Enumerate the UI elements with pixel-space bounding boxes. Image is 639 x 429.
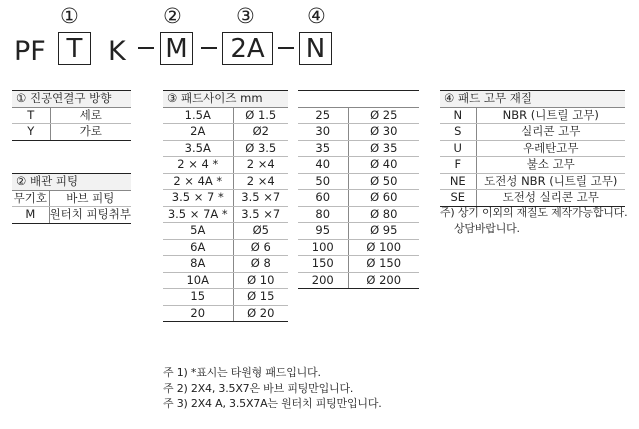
table-cell: 6A <box>163 239 233 256</box>
table-cell: 5A <box>163 223 233 240</box>
table-row <box>163 289 419 306</box>
table-cell: 200 <box>298 272 348 289</box>
table-cell: 20 <box>163 305 233 322</box>
pad-material-table <box>440 90 625 207</box>
table-cell: Ø2 <box>233 124 288 141</box>
item-number-1: ① <box>60 4 79 28</box>
table-cell: 원터치 피팅취부 <box>49 207 131 221</box>
table-cell: 15 <box>163 289 233 306</box>
code-dash <box>138 47 154 49</box>
table-cell: 바브 피팅 <box>49 190 131 207</box>
table-cell: 1.5A <box>163 107 233 124</box>
table-cell: Ø 80 <box>348 206 419 223</box>
code-prefix: PF <box>14 36 46 67</box>
table-cell: 우레탄고무 <box>476 140 625 157</box>
table-cell: Ø 95 <box>348 223 419 240</box>
table-cell: 95 <box>298 223 348 240</box>
table-cell: Ø 200 <box>348 272 419 289</box>
table-cell: 세로 <box>50 107 131 124</box>
footnote-2: 주 2) 2X4, 3.5X7은 바브 피팅만입니다. <box>163 381 354 395</box>
table-cell: Ø 50 <box>348 173 419 190</box>
table-cell: 8A <box>163 256 233 273</box>
table-cell: 3.5 × 7 * <box>163 190 233 207</box>
table-cell: 2 × 4A * <box>163 173 233 190</box>
table-cell: T <box>12 107 50 124</box>
table-row <box>163 107 419 124</box>
table-cell: Ø 8 <box>233 256 288 273</box>
table-cell: Ø 100 <box>348 239 419 256</box>
table-row <box>163 140 419 157</box>
table-cell: 50 <box>298 173 348 190</box>
table-cell: 3.5 ×7 <box>233 190 288 207</box>
table-cell: Ø 10 <box>233 272 288 289</box>
table-cell: Ø 40 <box>348 157 419 174</box>
table-row <box>163 223 419 240</box>
table-cell: 80 <box>298 206 348 223</box>
table-cell: 가로 <box>50 124 131 141</box>
table-cell: 150 <box>298 256 348 273</box>
table-cell: 35 <box>298 140 348 157</box>
table-cell: Ø 150 <box>348 256 419 273</box>
table-row <box>163 124 419 141</box>
code-fixed-k: K <box>108 36 126 67</box>
table-cell: 불소 고무 <box>476 157 625 174</box>
fitting-table <box>12 173 131 224</box>
table-cell: NE <box>440 173 476 190</box>
code-box-material: N <box>299 32 332 65</box>
table-cell: 25 <box>298 107 348 124</box>
footnote-1: 주 1) *표시는 타원형 패드입니다. <box>163 366 321 379</box>
table-cell: 3.5A <box>163 140 233 157</box>
table-cell: Ø 60 <box>348 190 419 207</box>
table-header: ④ 패드 고무 재질 <box>440 91 625 108</box>
connection-direction-table <box>12 90 131 141</box>
table-cell: 3.5 ×7 <box>233 206 288 223</box>
code-dash <box>278 47 294 49</box>
table-cell: 60 <box>298 190 348 207</box>
material-note-line: 주) 상기 이외의 재질도 제작가능합니다. <box>440 206 628 219</box>
table-row <box>163 256 419 273</box>
pad-size-table <box>163 90 419 322</box>
table-cell: Y <box>12 124 50 141</box>
table-header: ① 진공연결구 방향 <box>12 91 131 108</box>
table-row <box>163 190 419 207</box>
table-cell: 2 × 4 * <box>163 157 233 174</box>
table-header: ② 배관 피팅 <box>12 174 131 191</box>
table-cell: 40 <box>298 157 348 174</box>
table-row <box>163 272 419 289</box>
table-row <box>163 173 419 190</box>
table-cell: 무기호 <box>12 190 49 207</box>
table-cell: 3.5 × 7A * <box>163 206 233 223</box>
code-dash <box>201 47 217 49</box>
table-cell: U <box>440 140 476 157</box>
table-cell: Ø 1.5 <box>233 107 288 124</box>
table-cell: Ø5 <box>233 223 288 240</box>
table-cell: 10A <box>163 272 233 289</box>
code-box-fitting: M <box>160 32 193 65</box>
code-box-connection: T <box>58 32 91 65</box>
footnote-3: 주 3) 2X4 A, 3.5X7A는 원터치 피팅만입니다. <box>163 397 382 410</box>
table-cell: F <box>440 157 476 174</box>
table-cell: 2 ×4 <box>233 173 288 190</box>
table-cell: 도전성 실리콘 고무 <box>476 190 625 207</box>
table-cell: 100 <box>298 239 348 256</box>
table-cell: 2A <box>163 124 233 141</box>
table-cell: Ø 35 <box>348 140 419 157</box>
table-row <box>163 239 419 256</box>
table-cell: 2 ×4 <box>233 157 288 174</box>
table-cell: NBR (니트릴 고무) <box>476 107 625 124</box>
table-row <box>163 305 419 322</box>
table-cell: SE <box>440 190 476 207</box>
item-number-3: ③ <box>236 4 255 28</box>
code-box-pad-size: 2A <box>222 32 273 65</box>
item-number-2: ② <box>163 4 182 28</box>
material-note-line: 상담바랍니다. <box>454 221 520 235</box>
table-cell: Ø 3.5 <box>233 140 288 157</box>
table-cell: Ø 6 <box>233 239 288 256</box>
table-cell: 도전성 NBR (니트릴 고무) <box>476 173 625 190</box>
table-cell: Ø 15 <box>233 289 288 306</box>
material-note <box>440 205 627 236</box>
table-cell: 30 <box>298 124 348 141</box>
table-row <box>163 206 419 223</box>
table-cell: Ø 20 <box>233 305 288 322</box>
table-row <box>163 157 419 174</box>
table-cell: Ø 30 <box>348 124 419 141</box>
footnotes <box>163 365 382 412</box>
table-cell: N <box>440 107 476 124</box>
table-header: ③ 패드사이즈 mm <box>163 91 288 108</box>
table-cell: M <box>12 207 49 224</box>
table-cell: Ø 25 <box>348 107 419 124</box>
item-number-4: ④ <box>307 4 326 28</box>
table-cell: 실리콘 고무 <box>476 124 625 141</box>
table-cell: S <box>440 124 476 141</box>
